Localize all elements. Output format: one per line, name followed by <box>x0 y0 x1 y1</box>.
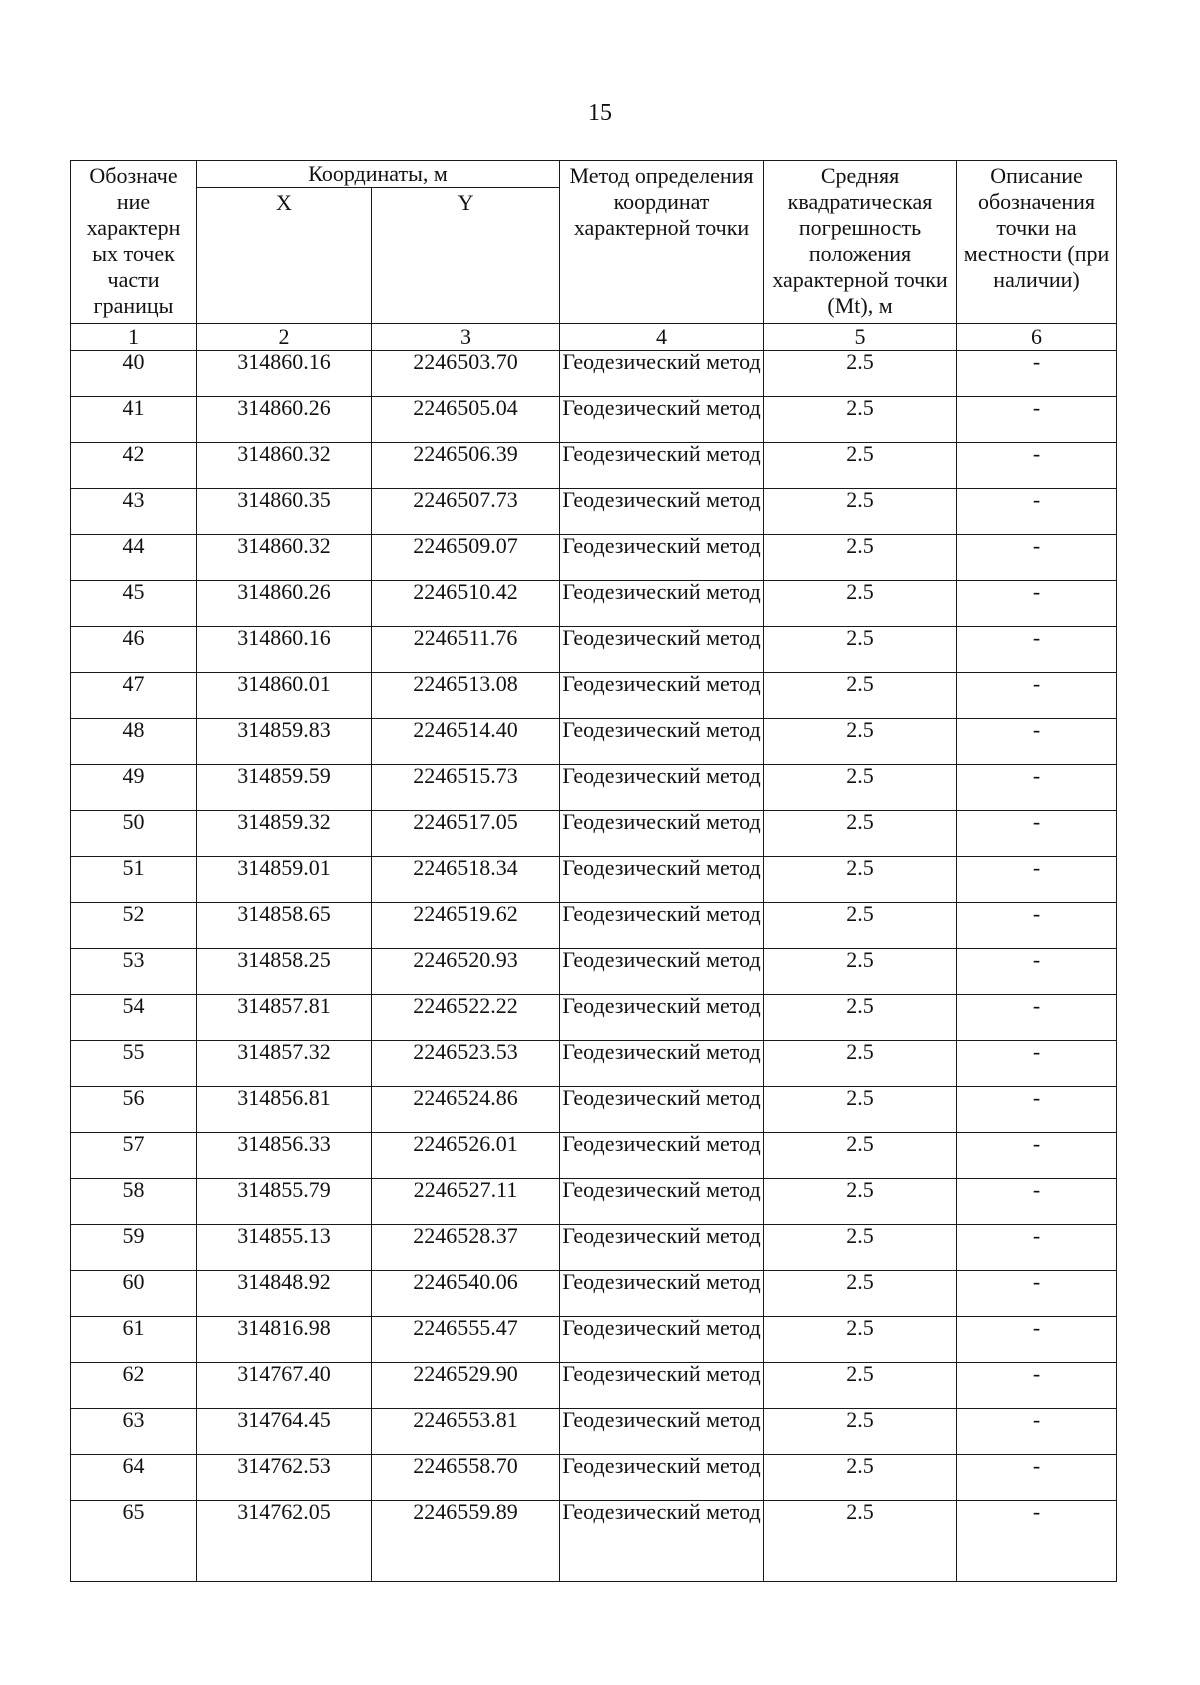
method-cell: Геодезический метод <box>560 1271 764 1317</box>
point-id-cell: 52 <box>71 903 197 949</box>
error-cell: 2.5 <box>764 489 957 535</box>
x-coordinate-cell: 314858.25 <box>197 949 372 995</box>
method-cell: Геодезический метод <box>560 581 764 627</box>
description-cell: - <box>957 1133 1117 1179</box>
y-coordinate-cell: 2246529.90 <box>372 1363 560 1409</box>
x-coordinate-cell: 314860.16 <box>197 351 372 397</box>
table-row <box>71 1271 1117 1317</box>
error-cell: 2.5 <box>764 1317 957 1363</box>
x-coordinate-cell: 314857.32 <box>197 1041 372 1087</box>
method-cell: Геодезический метод <box>560 489 764 535</box>
x-coordinate-cell: 314860.32 <box>197 535 372 581</box>
description-cell: - <box>957 673 1117 719</box>
error-cell: 2.5 <box>764 719 957 765</box>
description-cell: - <box>957 443 1117 489</box>
y-coordinate-cell: 2246503.70 <box>372 351 560 397</box>
x-coordinate-cell: 314858.65 <box>197 903 372 949</box>
description-cell: - <box>957 1087 1117 1133</box>
method-cell: Геодезический метод <box>560 1133 764 1179</box>
table-row <box>71 949 1117 995</box>
y-coordinate-cell: 2246522.22 <box>372 995 560 1041</box>
x-coordinate-cell: 314860.01 <box>197 673 372 719</box>
error-cell: 2.5 <box>764 949 957 995</box>
x-coordinate-cell: 314848.92 <box>197 1271 372 1317</box>
header-designation: Обозначе ние характерн ых точек части границы <box>71 161 197 324</box>
error-cell: 2.5 <box>764 673 957 719</box>
point-id-cell: 63 <box>71 1409 197 1455</box>
table-row <box>71 489 1117 535</box>
y-coordinate-cell: 2246540.06 <box>372 1271 560 1317</box>
point-id-cell: 46 <box>71 627 197 673</box>
point-id-cell: 61 <box>71 1317 197 1363</box>
table-row <box>71 535 1117 581</box>
point-id-cell: 55 <box>71 1041 197 1087</box>
method-cell: Геодезический метод <box>560 1317 764 1363</box>
x-coordinate-cell: 314860.32 <box>197 443 372 489</box>
y-coordinate-cell: 2246524.86 <box>372 1087 560 1133</box>
error-cell: 2.5 <box>764 1179 957 1225</box>
x-coordinate-cell: 314859.59 <box>197 765 372 811</box>
x-coordinate-cell: 314762.05 <box>197 1501 372 1582</box>
x-coordinate-cell: 314816.98 <box>197 1317 372 1363</box>
point-id-cell: 41 <box>71 397 197 443</box>
description-cell: - <box>957 857 1117 903</box>
error-cell: 2.5 <box>764 1455 957 1501</box>
y-coordinate-cell: 2246520.93 <box>372 949 560 995</box>
method-cell: Геодезический метод <box>560 1409 764 1455</box>
x-coordinate-cell: 314859.32 <box>197 811 372 857</box>
table-row <box>71 995 1117 1041</box>
description-cell: - <box>957 581 1117 627</box>
y-coordinate-cell: 2246523.53 <box>372 1041 560 1087</box>
table-row <box>71 1133 1117 1179</box>
point-id-cell: 48 <box>71 719 197 765</box>
description-cell: - <box>957 489 1117 535</box>
x-coordinate-cell: 314857.81 <box>197 995 372 1041</box>
point-id-cell: 44 <box>71 535 197 581</box>
table-row <box>71 1041 1117 1087</box>
description-cell: - <box>957 949 1117 995</box>
point-id-cell: 51 <box>71 857 197 903</box>
table-row <box>71 903 1117 949</box>
table-row <box>71 857 1117 903</box>
table-row <box>71 1179 1117 1225</box>
description-cell: - <box>957 351 1117 397</box>
y-coordinate-cell: 2246509.07 <box>372 535 560 581</box>
x-coordinate-cell: 314767.40 <box>197 1363 372 1409</box>
y-coordinate-cell: 2246553.81 <box>372 1409 560 1455</box>
point-id-cell: 54 <box>71 995 197 1041</box>
table-row <box>71 1225 1117 1271</box>
error-cell: 2.5 <box>764 1041 957 1087</box>
y-coordinate-cell: 2246555.47 <box>372 1317 560 1363</box>
column-number: 1 <box>71 324 197 351</box>
x-coordinate-cell: 314859.01 <box>197 857 372 903</box>
error-cell: 2.5 <box>764 1501 957 1582</box>
y-coordinate-cell: 2246514.40 <box>372 719 560 765</box>
error-cell: 2.5 <box>764 1271 957 1317</box>
table-row <box>71 443 1117 489</box>
error-cell: 2.5 <box>764 765 957 811</box>
error-cell: 2.5 <box>764 1363 957 1409</box>
y-coordinate-cell: 2246518.34 <box>372 857 560 903</box>
column-number: 6 <box>957 324 1117 351</box>
error-cell: 2.5 <box>764 811 957 857</box>
x-coordinate-cell: 314856.33 <box>197 1133 372 1179</box>
method-cell: Геодезический метод <box>560 443 764 489</box>
description-cell: - <box>957 1179 1117 1225</box>
error-cell: 2.5 <box>764 1409 957 1455</box>
error-cell: 2.5 <box>764 1087 957 1133</box>
table-row <box>71 397 1117 443</box>
column-number-row <box>71 324 1117 351</box>
error-cell: 2.5 <box>764 535 957 581</box>
method-cell: Геодезический метод <box>560 811 764 857</box>
method-cell: Геодезический метод <box>560 1455 764 1501</box>
table-row <box>71 581 1117 627</box>
header-y: Y <box>372 188 560 324</box>
header-description: Описание обозначения точки на местности (при наличии) <box>957 161 1117 324</box>
x-coordinate-cell: 314860.35 <box>197 489 372 535</box>
point-id-cell: 59 <box>71 1225 197 1271</box>
y-coordinate-cell: 2246507.73 <box>372 489 560 535</box>
description-cell: - <box>957 903 1117 949</box>
table-row <box>71 811 1117 857</box>
table-body <box>71 351 1117 1582</box>
error-cell: 2.5 <box>764 903 957 949</box>
description-cell: - <box>957 535 1117 581</box>
y-coordinate-cell: 2246506.39 <box>372 443 560 489</box>
method-cell: Геодезический метод <box>560 351 764 397</box>
y-coordinate-cell: 2246558.70 <box>372 1455 560 1501</box>
y-coordinate-cell: 2246515.73 <box>372 765 560 811</box>
point-id-cell: 43 <box>71 489 197 535</box>
column-number: 4 <box>560 324 764 351</box>
method-cell: Геодезический метод <box>560 719 764 765</box>
table-row <box>71 1087 1117 1133</box>
point-id-cell: 45 <box>71 581 197 627</box>
method-cell: Геодезический метод <box>560 673 764 719</box>
table-row <box>71 1363 1117 1409</box>
description-cell: - <box>957 397 1117 443</box>
description-cell: - <box>957 1271 1117 1317</box>
column-number: 2 <box>197 324 372 351</box>
method-cell: Геодезический метод <box>560 397 764 443</box>
y-coordinate-cell: 2246528.37 <box>372 1225 560 1271</box>
method-cell: Геодезический метод <box>560 1041 764 1087</box>
header-error: Средняя квадратическая погрешность положения характерной точки (Mt), м <box>764 161 957 324</box>
x-coordinate-cell: 314860.26 <box>197 581 372 627</box>
x-coordinate-cell: 314764.45 <box>197 1409 372 1455</box>
method-cell: Геодезический метод <box>560 535 764 581</box>
y-coordinate-cell: 2246510.42 <box>372 581 560 627</box>
y-coordinate-cell: 2246527.11 <box>372 1179 560 1225</box>
point-id-cell: 40 <box>71 351 197 397</box>
description-cell: - <box>957 995 1117 1041</box>
point-id-cell: 53 <box>71 949 197 995</box>
table-row <box>71 765 1117 811</box>
table-row <box>71 627 1117 673</box>
header-coordinates: Координаты, м <box>197 161 560 188</box>
description-cell: - <box>957 1225 1117 1271</box>
description-cell: - <box>957 1363 1117 1409</box>
coordinates-table <box>70 160 1117 1582</box>
table-row <box>71 1317 1117 1363</box>
method-cell: Геодезический метод <box>560 903 764 949</box>
method-cell: Геодезический метод <box>560 1363 764 1409</box>
column-number: 5 <box>764 324 957 351</box>
table-row <box>71 1501 1117 1582</box>
y-coordinate-cell: 2246526.01 <box>372 1133 560 1179</box>
point-id-cell: 62 <box>71 1363 197 1409</box>
error-cell: 2.5 <box>764 581 957 627</box>
description-cell: - <box>957 811 1117 857</box>
method-cell: Геодезический метод <box>560 1087 764 1133</box>
header-method: Метод определения координат характерной точки <box>560 161 764 324</box>
method-cell: Геодезический метод <box>560 1501 764 1582</box>
method-cell: Геодезический метод <box>560 1179 764 1225</box>
table-row <box>71 1455 1117 1501</box>
point-id-cell: 65 <box>71 1501 197 1582</box>
y-coordinate-cell: 2246513.08 <box>372 673 560 719</box>
method-cell: Геодезический метод <box>560 1225 764 1271</box>
column-number: 3 <box>372 324 560 351</box>
y-coordinate-cell: 2246519.62 <box>372 903 560 949</box>
point-id-cell: 50 <box>71 811 197 857</box>
description-cell: - <box>957 1317 1117 1363</box>
point-id-cell: 49 <box>71 765 197 811</box>
y-coordinate-cell: 2246511.76 <box>372 627 560 673</box>
point-id-cell: 42 <box>71 443 197 489</box>
description-cell: - <box>957 765 1117 811</box>
x-coordinate-cell: 314855.13 <box>197 1225 372 1271</box>
error-cell: 2.5 <box>764 627 957 673</box>
x-coordinate-cell: 314859.83 <box>197 719 372 765</box>
error-cell: 2.5 <box>764 443 957 489</box>
point-id-cell: 56 <box>71 1087 197 1133</box>
point-id-cell: 57 <box>71 1133 197 1179</box>
error-cell: 2.5 <box>764 1133 957 1179</box>
point-id-cell: 58 <box>71 1179 197 1225</box>
error-cell: 2.5 <box>764 397 957 443</box>
y-coordinate-cell: 2246559.89 <box>372 1501 560 1582</box>
description-cell: - <box>957 1041 1117 1087</box>
method-cell: Геодезический метод <box>560 995 764 1041</box>
page-number: 15 <box>588 100 612 126</box>
description-cell: - <box>957 719 1117 765</box>
method-cell: Геодезический метод <box>560 949 764 995</box>
x-coordinate-cell: 314860.16 <box>197 627 372 673</box>
method-cell: Геодезический метод <box>560 765 764 811</box>
description-cell: - <box>957 627 1117 673</box>
description-cell: - <box>957 1409 1117 1455</box>
table-row <box>71 673 1117 719</box>
point-id-cell: 60 <box>71 1271 197 1317</box>
y-coordinate-cell: 2246517.05 <box>372 811 560 857</box>
y-coordinate-cell: 2246505.04 <box>372 397 560 443</box>
x-coordinate-cell: 314762.53 <box>197 1455 372 1501</box>
error-cell: 2.5 <box>764 857 957 903</box>
table-row <box>71 719 1117 765</box>
method-cell: Геодезический метод <box>560 627 764 673</box>
error-cell: 2.5 <box>764 995 957 1041</box>
header-x: X <box>197 188 372 324</box>
point-id-cell: 64 <box>71 1455 197 1501</box>
description-cell: - <box>957 1501 1117 1582</box>
error-cell: 2.5 <box>764 351 957 397</box>
error-cell: 2.5 <box>764 1225 957 1271</box>
description-cell: - <box>957 1455 1117 1501</box>
x-coordinate-cell: 314856.81 <box>197 1087 372 1133</box>
table-row <box>71 351 1117 397</box>
x-coordinate-cell: 314855.79 <box>197 1179 372 1225</box>
method-cell: Геодезический метод <box>560 857 764 903</box>
point-id-cell: 47 <box>71 673 197 719</box>
table-row <box>71 1409 1117 1455</box>
x-coordinate-cell: 314860.26 <box>197 397 372 443</box>
